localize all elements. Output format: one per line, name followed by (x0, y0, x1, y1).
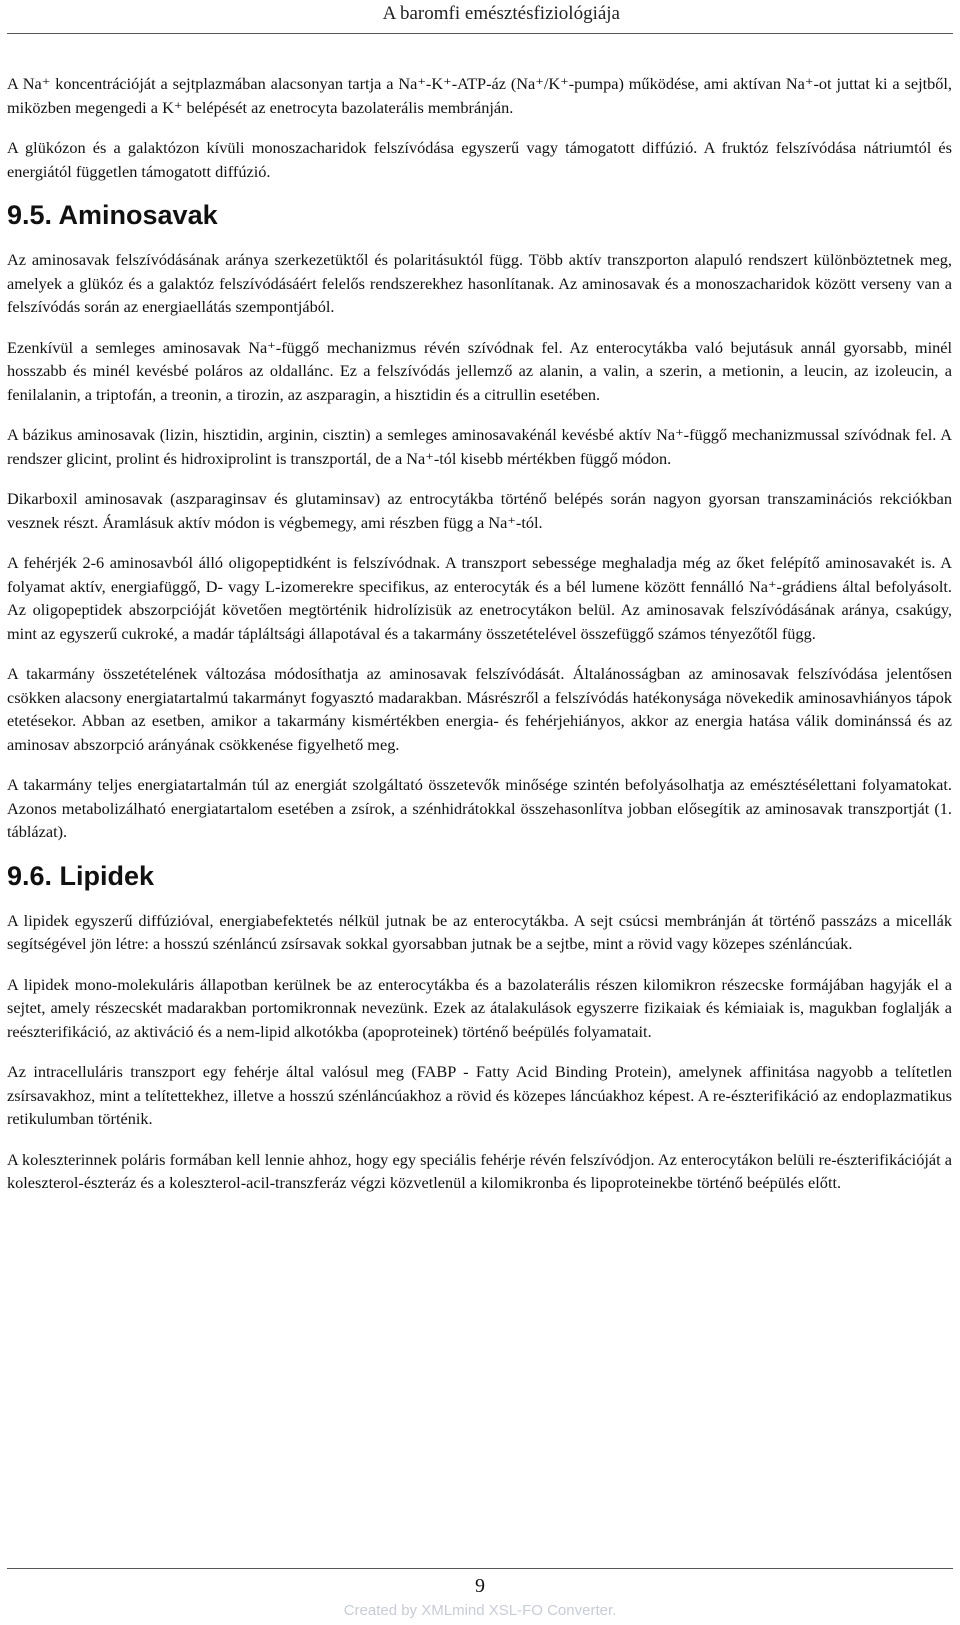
aminosavak-paragraph-7: A takarmány teljes energiatartalmán túl az energiát szolgáltató összetevők minősége szintén befolyásolhatja az emésztésélettani folyamatokat. Azonos metabolizálható energiatartalom esetében a zsírok, a szénhidrátokkal összehasonlítva jobban elősegítik az aminosavak transzportját (1. táblázat). (7, 775, 952, 841)
footer-divider (7, 1568, 953, 1569)
lipidek-paragraph-1: A lipidek egyszerű diffúzióval, energiabefektetés nélkül jutnak be az enterocytákba. A sejt csúcsi membránján át történő passzázs a micellák segítségével jön létre: a hosszú szénláncú zsírsavak sokkal gyorsabban jutnak be a sejtbe, mint a rövid vagy közepes szénláncúak. (7, 910, 952, 953)
lipidek-paragraph-3: Az intracelluláris transzport egy fehérje által valósul meg (FABP - Fatty Acid Binding Protein), amelynek affinitása nagyobb a telítetlen zsírsavakhoz, mint a telítettekhez, illetve a hosszú szénláncúakhoz a rövid és közepes láncúakhoz képest. A re-észterifikáció az endoplazmatikus retikulumban történik. (7, 1062, 952, 1128)
lipidek-paragraph-2: A lipidek mono-molekuláris állapotban kerülnek be az enterocytákba és a bazolaterális részen kilomikron részecske formájában hagyják el a sejtet, amely részecskét madarakban portomikronnak nevezünk. Ezek az átalakulások egyszerre fizikaiak és kémiaiak is, magukban foglalják a reészterifikáció, az aktiváció és a nem-lipid alkotókba (apoproteinek) történő beépülés folyamatait. (7, 974, 952, 1041)
aminosavak-paragraph-4: Dikarboxil aminosavak (aszparaginsav és glutaminsav) az entrocytákba történő belépés során nagyon gyorsan transzaminációs rekciókban vesznek részt. Áramlásuk aktív módon is végbemegy, ami részben függ a Na⁺-tól. (7, 489, 952, 532)
header-divider (7, 33, 953, 34)
aminosavak-paragraph-6: A takarmány összetételének változása módosíthatja az aminosavak felszívódását. Általánosságban az aminosavak felszívódása jelentősen csökken alacsony energiatartalmú takarmányt fogyasztó madarakban. Másrészről a felszívódás hatékonysága növekedik aminosavhiányos tápok etetésekor. Abban az esetben, amikor a takarmány kismértékben energia- és fehérjehiányos, akkor az energia hatása válik dominánssá és az aminosav abszorpció arányának csökkenése figyelhető meg. (7, 664, 952, 754)
page-number: 9 (475, 1575, 485, 1597)
aminosavak-paragraph-1: Az aminosavak felszívódásának aránya szerkezetüktől és polaritásuktól függ. Több aktív transzporton alapuló rendszert különböztetnek meg, amelyek a glükóz és a galaktóz felszívódásáért felelős rendszerekhez hasonlítanak. Az aminosavak és a monoszacharidok között verseny van a felszívódás során az energiaellátás szempontjából. (7, 250, 952, 316)
section-heading-aminosavak: 9.5. Aminosavak (7, 200, 218, 230)
converter-credit: Created by XMLmind XSL-FO Converter. (343, 1602, 617, 1619)
intro-paragraph-2: A glükózon és a galaktózon kívüli monoszacharidok felszívódása egyszerű vagy támogatott diffúzió. A fruktóz felszívódása nátriumtól és energiától független támogatott diffúzió. (7, 138, 952, 181)
aminosavak-paragraph-3: A bázikus aminosavak (lizin, hisztidin, arginin, cisztin) a semleges aminosavakénál kevésbé aktív Na⁺-függő mechanizmussal szívódnak fel. A rendszer glicint, prolint és hidroxiprolint is transzportál, de a Na⁺-tól kisebb mértékben függő módon. (7, 425, 952, 468)
document-body (7, 72, 952, 1212)
page-header (0, 0, 960, 34)
aminosavak-paragraph-5: A fehérjék 2-6 aminosavból álló oligopeptidként is felszívódnak. A transzport sebessége meghaladja még az őket felépítő aminosavakét is. A folyamat aktív, energiafüggő, D- vagy L-izomerekre specifikus, az enterocyták és a bél lumene között fennálló Na⁺-grádiens által befolyásolt. Az oligopeptidek abszorpcióját követően megtörténik hidrolízisük az enetrocytákon belül. Az aminosavak felszívódásának aránya, csakúgy, mint az egyszerű cukroké, a madár tápláltsági állapotával és a takarmány összetételével összefüggő számos tényezőtől függ. (7, 553, 952, 643)
lipidek-paragraph-4: A koleszterinnek poláris formában kell lennie ahhoz, hogy egy speciális fehérje révén felszívódjon. Az enterocytákon belüli re-észterifikációját a koleszterol-észteráz és a koleszterol-acil-transzferáz végzi közvetlenül a kilomikronba és lipoproteinekbe történő beépülés előtt. (7, 1149, 952, 1192)
intro-paragraph-1: A Na⁺ koncentrációját a sejtplazmában alacsonyan tartja a Na⁺-K⁺-ATP-áz (Na⁺/K⁺-pumpa) működése, ami aktívan Na⁺-ot juttat ki a sejtből, miközben megengedi a K⁺ belépését az enetrocyta bazolaterális membránján. (7, 74, 952, 117)
section-heading-lipidek: 9.6. Lipidek (7, 860, 155, 891)
header-title: A baromfi emésztésfiziológiája (382, 3, 620, 24)
aminosavak-paragraph-2: Ezenkívül a semleges aminosavak Na⁺-függő mechanizmus révén szívódnak fel. Az enterocytákba való bejutásuk annál gyorsabb, minél hosszabb és minél kevésbé poláros az oldallánc. Ez a felszívódás jellemző az alanin, a valin, a szerin, a metionin, a leucin, az izoleucin, a fenilalanin, a triptofán, a treonin, a tirozin, az aszparagin, a hisztidin és a citrullin esetében. (7, 337, 952, 404)
